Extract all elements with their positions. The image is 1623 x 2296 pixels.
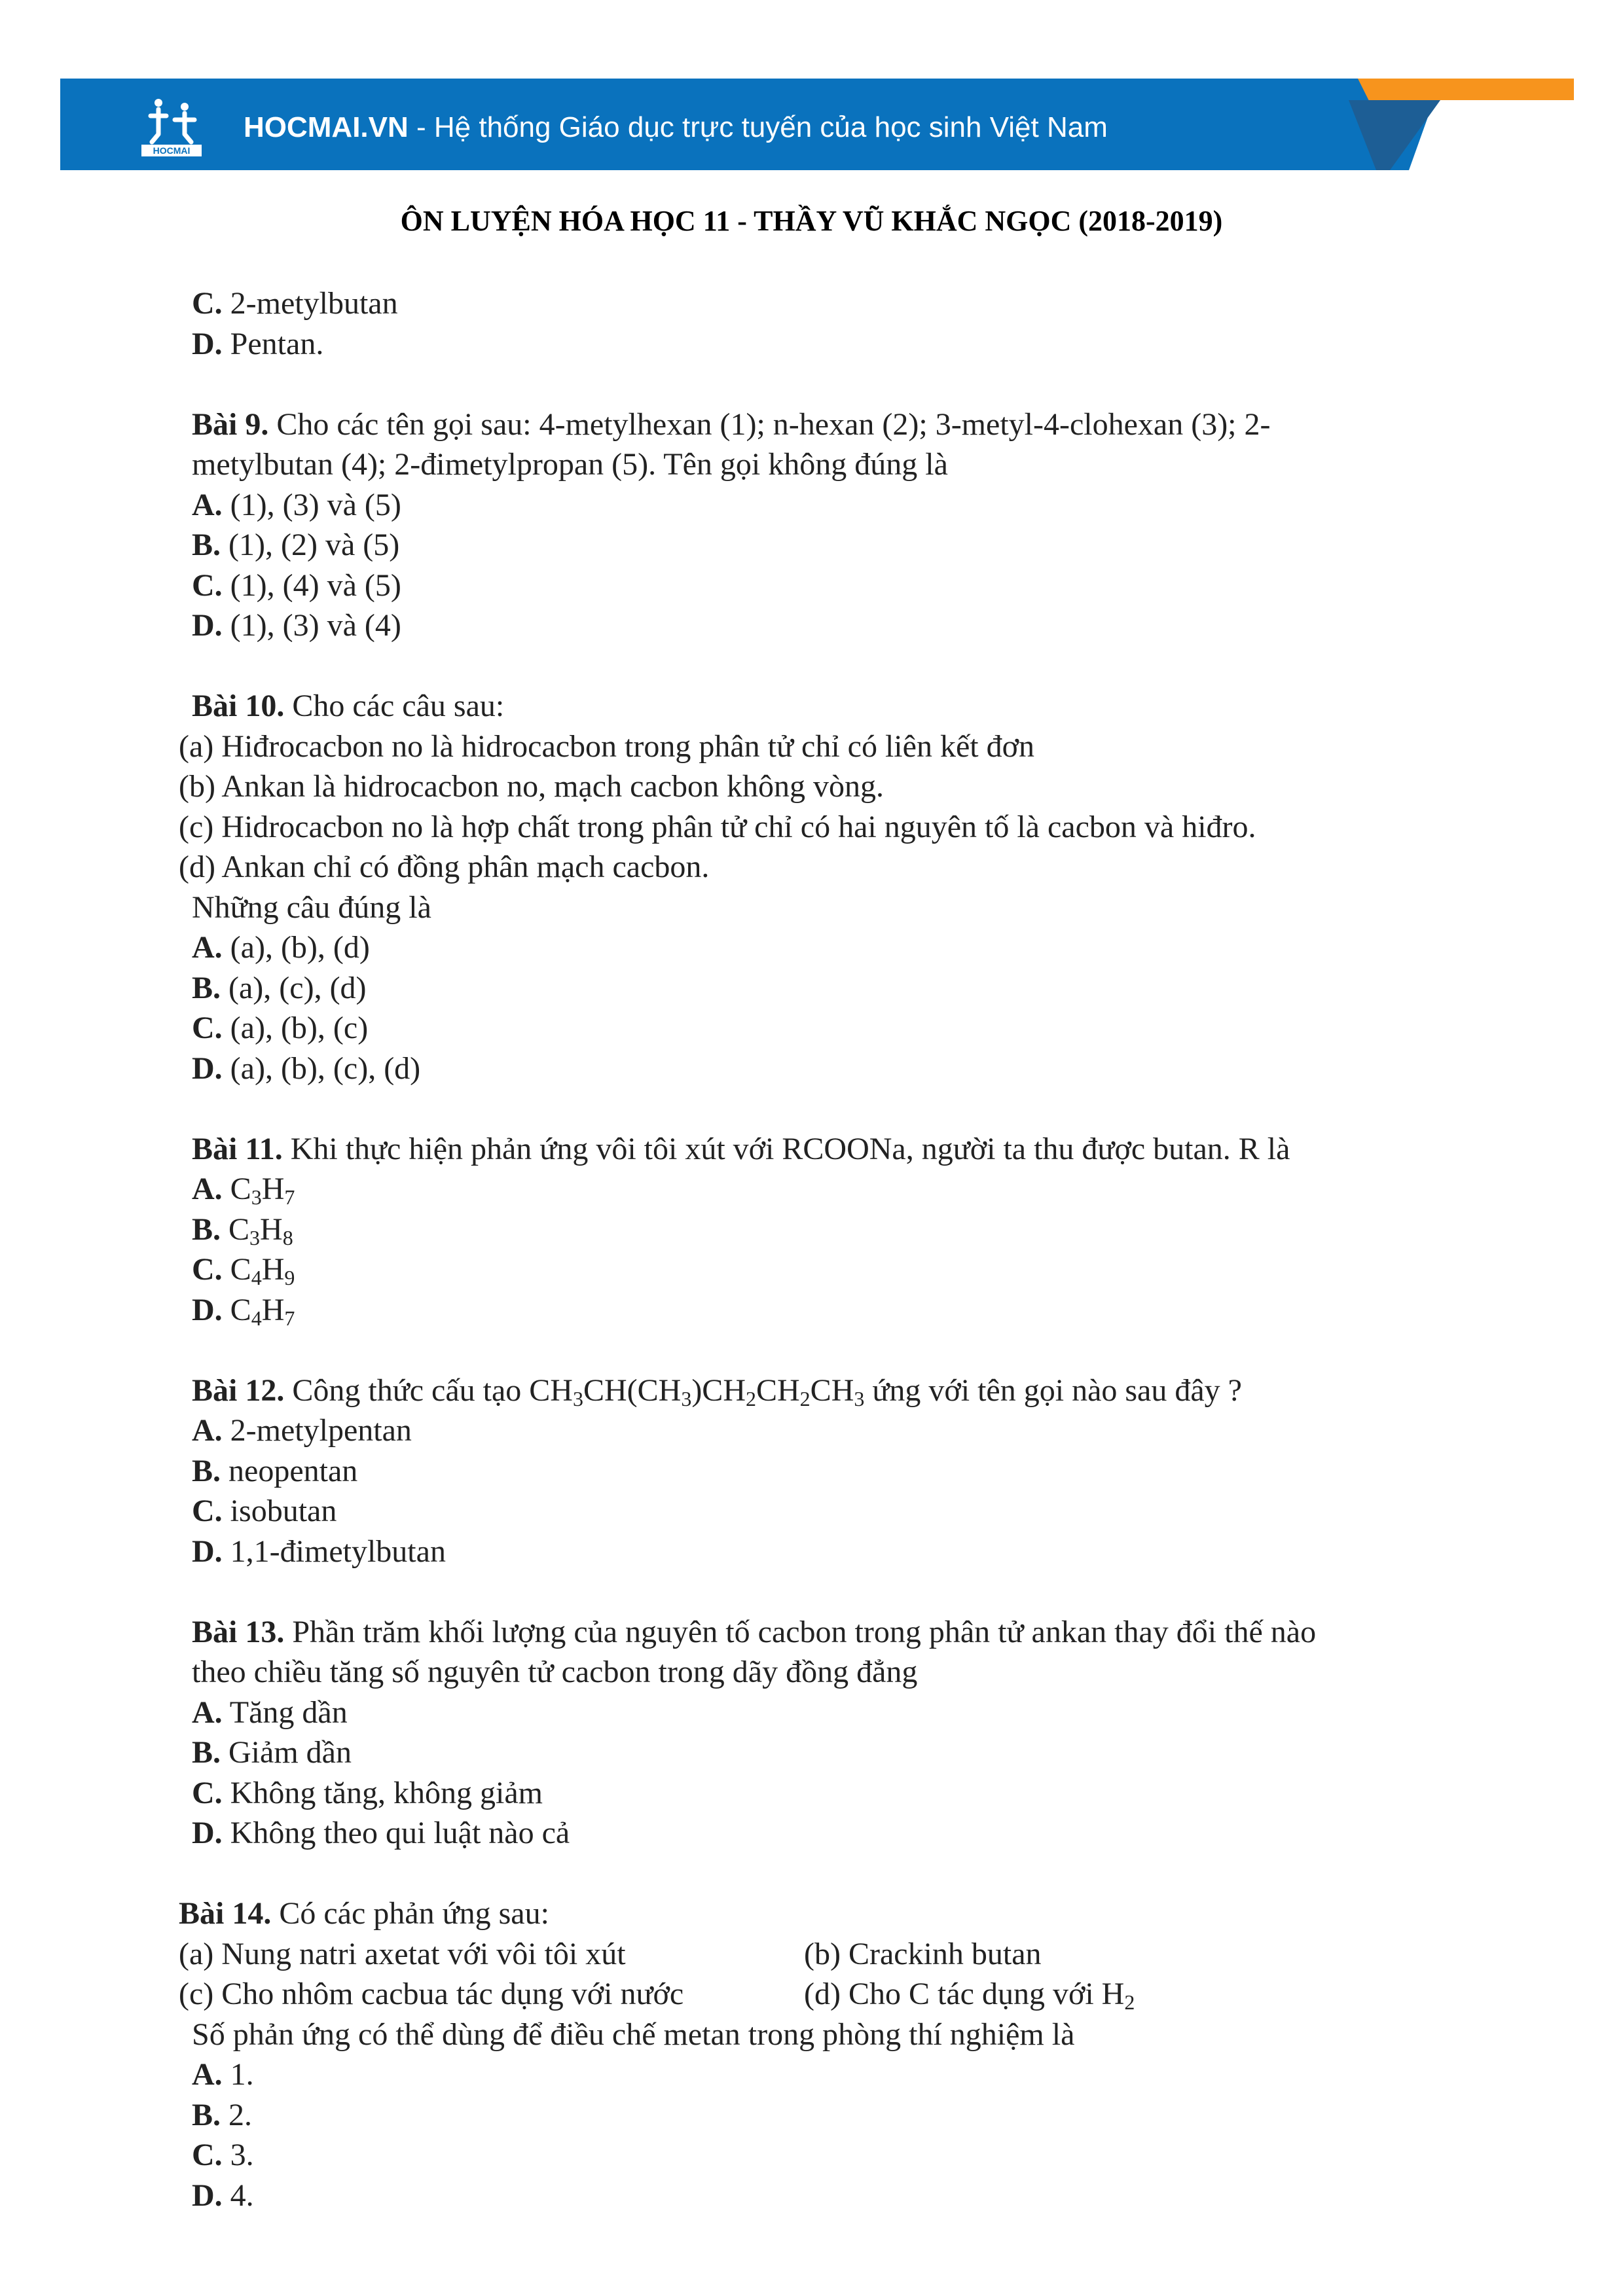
question-label: Bài 13. bbox=[192, 1614, 285, 1649]
subscript: 3 bbox=[251, 1185, 262, 1209]
text-line bbox=[192, 1290, 1501, 1331]
text-run: C bbox=[222, 1252, 251, 1287]
document-title: ÔN LUYỆN HÓA HỌC 11 - THẦY VŨ KHẮC NGỌC (2018-2019) bbox=[400, 205, 1223, 237]
question-label: C. bbox=[192, 1252, 223, 1287]
question-label: Bài 14. bbox=[179, 1896, 272, 1931]
text-run: H bbox=[261, 1292, 285, 1327]
header-orange-stripe bbox=[1358, 79, 1574, 100]
text-line bbox=[192, 888, 1501, 928]
question-label: C. bbox=[192, 1494, 223, 1528]
text-line bbox=[192, 324, 1501, 365]
text-run: Cho các câu sau: bbox=[284, 689, 505, 723]
text-run: (1), (3) và (5) bbox=[222, 487, 401, 522]
text-line bbox=[179, 847, 1501, 888]
text-line bbox=[179, 1974, 1501, 2015]
question-label: D. bbox=[192, 1292, 223, 1327]
text-line bbox=[192, 2054, 1501, 2095]
subscript: 7 bbox=[284, 1306, 295, 1330]
text-line bbox=[192, 485, 1501, 526]
text-run: (a), (b), (c), (d) bbox=[222, 1050, 421, 1086]
question-label: C. bbox=[192, 286, 223, 321]
text-line bbox=[192, 1773, 1501, 1814]
text-run: (1), (3) và (4) bbox=[222, 608, 401, 643]
text-run: (a), (c), (d) bbox=[221, 970, 367, 1005]
brand-tagline: - Hệ thống Giáo dục trực tuyến của học sinh Việt Nam bbox=[408, 111, 1108, 143]
text-run: (1), (4) và (5) bbox=[222, 567, 401, 603]
text-line bbox=[192, 2176, 1501, 2216]
text-line bbox=[192, 1008, 1501, 1049]
text-run: (c) Hidrocacbon no là hợp chất trong phân tử chỉ có hai nguyên tố là cacbon và hiđro. bbox=[179, 809, 1256, 844]
text-run: Phần trăm khối lượng của nguyên tố cacbon trong phân tử ankan thay đổi thế nào bbox=[284, 1614, 1317, 1649]
text-run: C bbox=[222, 1172, 251, 1206]
text-run: Không tăng, không giảm bbox=[222, 1775, 543, 1810]
subscript: 3 bbox=[572, 1386, 583, 1410]
text-run: (a) Hiđrocacbon no là hidrocacbon trong phân tử chỉ có liên kết đơn bbox=[179, 728, 1034, 764]
subscript: 9 bbox=[284, 1266, 295, 1289]
question-label: B. bbox=[192, 2097, 221, 2132]
text-line bbox=[192, 927, 1501, 968]
text-run: CH bbox=[756, 1372, 800, 1408]
text-run: (c) Cho nhôm cacbua tác dụng với nước bbox=[179, 1977, 684, 2011]
text-run: theo chiều tăng số nguyên tử cacbon trong dãy đồng đẳng bbox=[192, 1655, 918, 1689]
text-line bbox=[192, 1451, 1501, 1492]
subscript: 2 bbox=[745, 1386, 756, 1410]
text-run: Không theo qui luật nào cả bbox=[222, 1816, 570, 1850]
text-run: neopentan bbox=[221, 1453, 358, 1488]
text-line bbox=[192, 1612, 1501, 1653]
text-line bbox=[192, 283, 1501, 324]
question-label: D. bbox=[192, 1050, 223, 1086]
text-run: C bbox=[221, 1211, 250, 1247]
text-line bbox=[179, 1934, 1501, 1975]
question-label: C. bbox=[192, 1011, 223, 1045]
subscript: 7 bbox=[284, 1185, 295, 1209]
blank-line bbox=[192, 364, 1501, 404]
text-run: CH(CH bbox=[583, 1372, 682, 1408]
text-run: C bbox=[222, 1292, 251, 1327]
text-run: 1,1-đimetylbutan bbox=[222, 1534, 446, 1569]
question-label: Bài 10. bbox=[192, 689, 285, 723]
subscript: 4 bbox=[251, 1266, 262, 1289]
text-run: ứng với tên gọi nào sau đây ? bbox=[864, 1372, 1242, 1408]
text-run: H bbox=[260, 1211, 283, 1247]
subscript: 8 bbox=[282, 1225, 293, 1249]
text-line bbox=[192, 2015, 1501, 2055]
question-label: A. bbox=[192, 1413, 223, 1448]
question-label: B. bbox=[192, 1211, 221, 1247]
text-run: Có các phản ứng sau: bbox=[271, 1896, 549, 1931]
question-label: A. bbox=[192, 1172, 223, 1206]
question-label: A. bbox=[192, 930, 223, 965]
subscript: 3 bbox=[681, 1386, 692, 1410]
text-line bbox=[192, 1410, 1501, 1451]
document-body bbox=[179, 283, 1501, 2215]
question-label: D. bbox=[192, 326, 223, 361]
text-run: 2-metylpentan bbox=[222, 1413, 412, 1448]
text-line bbox=[192, 1249, 1501, 1290]
subscript: 3 bbox=[249, 1225, 261, 1249]
text-line bbox=[192, 1210, 1501, 1250]
text-line bbox=[179, 1893, 1501, 1934]
text-line bbox=[179, 807, 1501, 848]
text-line bbox=[192, 1491, 1501, 1532]
text-run: 2-metylbutan bbox=[222, 286, 398, 321]
right-column-item bbox=[804, 1934, 1042, 1975]
blank-line bbox=[192, 1854, 1501, 1894]
text-run: (b) Ankan là hidrocacbon no, mạch cacbon không vòng. bbox=[179, 769, 884, 804]
question-label: A. bbox=[192, 1695, 223, 1730]
question-label: D. bbox=[192, 1534, 223, 1569]
text-run: (a) Nung natri axetat với vôi tôi xút bbox=[179, 1936, 626, 1971]
text-run: Tăng dần bbox=[222, 1695, 348, 1730]
text-line bbox=[192, 444, 1501, 485]
text-run: Số phản ứng có thể dùng để điều chế metan trong phòng thí nghiệm là bbox=[192, 2017, 1075, 2052]
text-run: Giảm dần bbox=[221, 1735, 352, 1770]
text-run: Khi thực hiện phản ứng vôi tôi xút với RCOONa, người ta thu được butan. R là bbox=[282, 1131, 1290, 1166]
text-run: CH bbox=[810, 1372, 854, 1408]
text-run: Cho các tên gọi sau: 4-metylhexan (1); n-hexan (2); 3-metyl-4-clohexan (3); 2- bbox=[268, 406, 1271, 442]
text-line bbox=[192, 1129, 1501, 1170]
question-label: Bài 12. bbox=[192, 1372, 285, 1408]
text-line bbox=[179, 726, 1501, 767]
subscript: 3 bbox=[854, 1386, 865, 1410]
right-column-item bbox=[804, 1974, 1135, 2015]
question-label: C. bbox=[192, 567, 223, 603]
question-label: B. bbox=[192, 528, 221, 562]
text-line bbox=[192, 968, 1501, 1009]
question-label: D. bbox=[192, 1816, 223, 1850]
question-label: Bài 11. bbox=[192, 1131, 283, 1166]
question-label: B. bbox=[192, 1453, 221, 1488]
text-run: H bbox=[261, 1172, 285, 1206]
text-line bbox=[179, 766, 1501, 807]
text-run: )CH bbox=[691, 1372, 746, 1408]
text-line bbox=[192, 1049, 1501, 1089]
text-line bbox=[192, 2095, 1501, 2136]
text-run: 3. bbox=[222, 2138, 254, 2172]
text-run: Những câu đúng là bbox=[192, 889, 431, 925]
text-line bbox=[192, 565, 1501, 606]
blank-line bbox=[192, 1330, 1501, 1371]
text-run: (a), (b), (d) bbox=[222, 930, 370, 965]
text-line bbox=[192, 1532, 1501, 1572]
question-label: D. bbox=[192, 2178, 223, 2213]
blank-line bbox=[192, 646, 1501, 687]
text-run: 1. bbox=[222, 2057, 254, 2092]
blank-line bbox=[192, 1571, 1501, 1612]
text-line bbox=[192, 1652, 1501, 1693]
question-label: B. bbox=[192, 1735, 221, 1770]
text-run: (b) Crackinh butan bbox=[804, 1936, 1042, 1971]
text-line bbox=[192, 1813, 1501, 1854]
question-label: A. bbox=[192, 487, 223, 522]
subscript: 2 bbox=[1124, 1990, 1135, 2014]
text-line bbox=[192, 1169, 1501, 1210]
text-run: (1), (2) và (5) bbox=[221, 528, 400, 562]
text-run: (d) Ankan chỉ có đồng phân mạch cacbon. bbox=[179, 850, 710, 884]
logo-text: HOCMAI bbox=[153, 145, 191, 156]
hocmai-logo-icon bbox=[139, 95, 204, 158]
text-run: 2. bbox=[221, 2097, 253, 2132]
text-line bbox=[192, 2135, 1501, 2176]
text-line bbox=[192, 1732, 1501, 1773]
subscript: 2 bbox=[799, 1386, 811, 1410]
question-label: D. bbox=[192, 608, 223, 643]
text-run: Công thức cấu tạo CH bbox=[284, 1372, 573, 1408]
text-run: (d) Cho C tác dụng với H bbox=[804, 1977, 1125, 2011]
text-run: isobutan bbox=[222, 1494, 337, 1528]
text-line bbox=[192, 605, 1501, 646]
question-label: Bài 9. bbox=[192, 406, 269, 442]
subscript: 4 bbox=[251, 1306, 262, 1330]
text-run: H bbox=[261, 1252, 285, 1287]
text-line bbox=[192, 404, 1501, 445]
header-text bbox=[244, 111, 1108, 144]
text-line bbox=[192, 1371, 1501, 1411]
question-label: B. bbox=[192, 970, 221, 1005]
question-label: C. bbox=[192, 1775, 223, 1810]
brand-name: HOCMAI.VN bbox=[244, 111, 409, 143]
question-label: C. bbox=[192, 2138, 223, 2172]
text-line bbox=[192, 525, 1501, 565]
text-run: metylbutan (4); 2-đimetylpropan (5). Tên gọi không đúng là bbox=[192, 447, 948, 482]
text-run: (a), (b), (c) bbox=[222, 1011, 369, 1045]
text-line bbox=[192, 1693, 1501, 1733]
question-label: A. bbox=[192, 2057, 223, 2092]
text-run: 4. bbox=[222, 2178, 254, 2213]
blank-line bbox=[192, 1088, 1501, 1129]
text-run: Pentan. bbox=[222, 326, 324, 361]
text-line bbox=[192, 686, 1501, 726]
